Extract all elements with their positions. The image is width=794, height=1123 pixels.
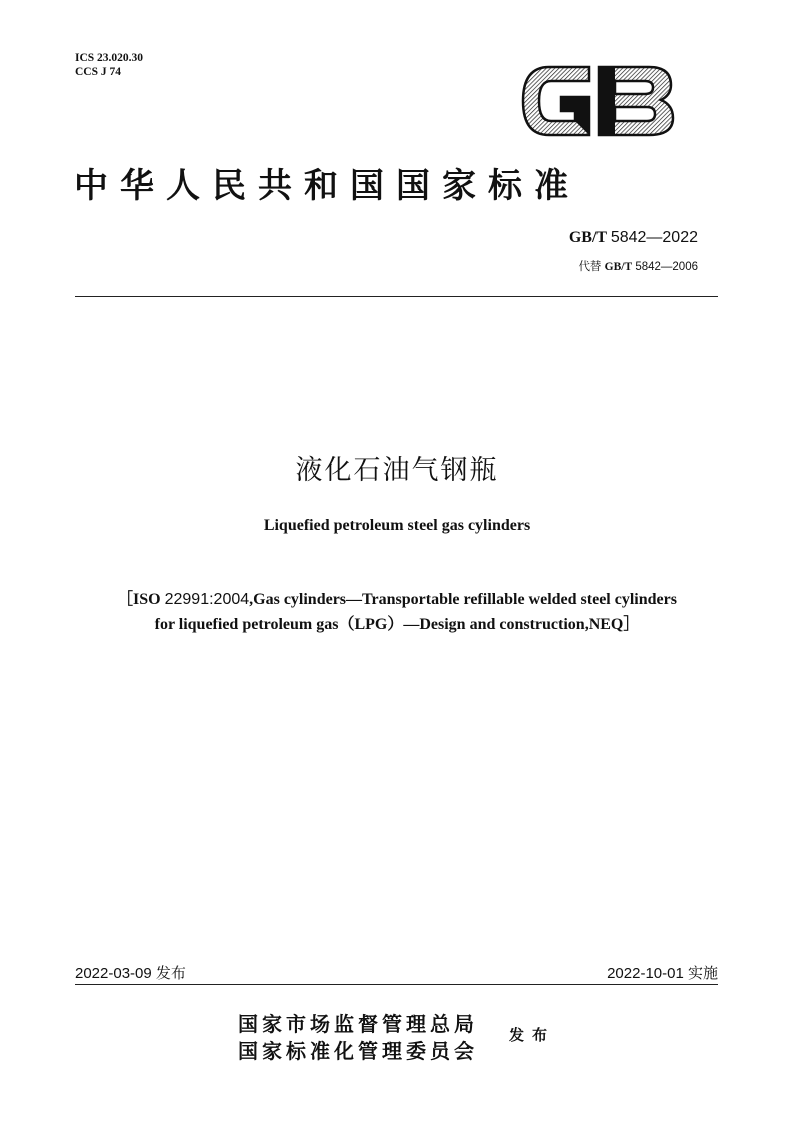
iso-reference-line-1 — [60, 587, 734, 612]
replaces-number: 5842—2006 — [635, 261, 698, 273]
iso-number: 22991:2004 — [164, 591, 250, 608]
ccs-code: CCS J 74 — [75, 66, 122, 78]
publishers — [238, 1011, 478, 1065]
classification-codes — [75, 51, 143, 79]
publisher-issue-label: 发布 — [509, 1026, 556, 1044]
gb-logo-icon — [519, 61, 675, 141]
publisher-sac: 国家标准化管理委员会 — [238, 1039, 478, 1063]
issue-date: 2022-03-09 发布 — [75, 965, 186, 982]
footer-divider — [75, 984, 718, 985]
standard-number — [569, 229, 698, 247]
iso-reference-line-2: for liquefied petroleum gas（LPG）—Design and construction,NEQ］ — [154, 616, 640, 633]
standard-number-value: 5842—2022 — [610, 229, 698, 246]
document-title-cn: 液化石油气钢瓶 — [295, 455, 499, 486]
replaces-standard — [578, 258, 698, 274]
national-standard-heading: 中华人民共和国国家标准 — [74, 166, 580, 206]
iso-reference — [60, 587, 734, 637]
publisher-samr: 国家市场监督管理总局 — [238, 1012, 478, 1036]
iso-prefix: ［ISO — [117, 591, 161, 608]
replaces-label: 代替 — [578, 261, 602, 273]
replaces-prefix: GB/T — [604, 261, 633, 273]
document-title-en: Liquefied petroleum steel gas cylinders — [263, 517, 531, 534]
iso-title-part-1: ,Gas cylinders—Transportable refillable welded steel cylinders — [249, 591, 677, 608]
header-divider — [75, 296, 718, 297]
standard-prefix: GB/T — [568, 229, 607, 246]
ics-code: ICS 23.020.30 — [75, 52, 144, 64]
gb-logo — [519, 61, 675, 141]
implementation-date: 2022-10-01 实施 — [607, 965, 718, 982]
